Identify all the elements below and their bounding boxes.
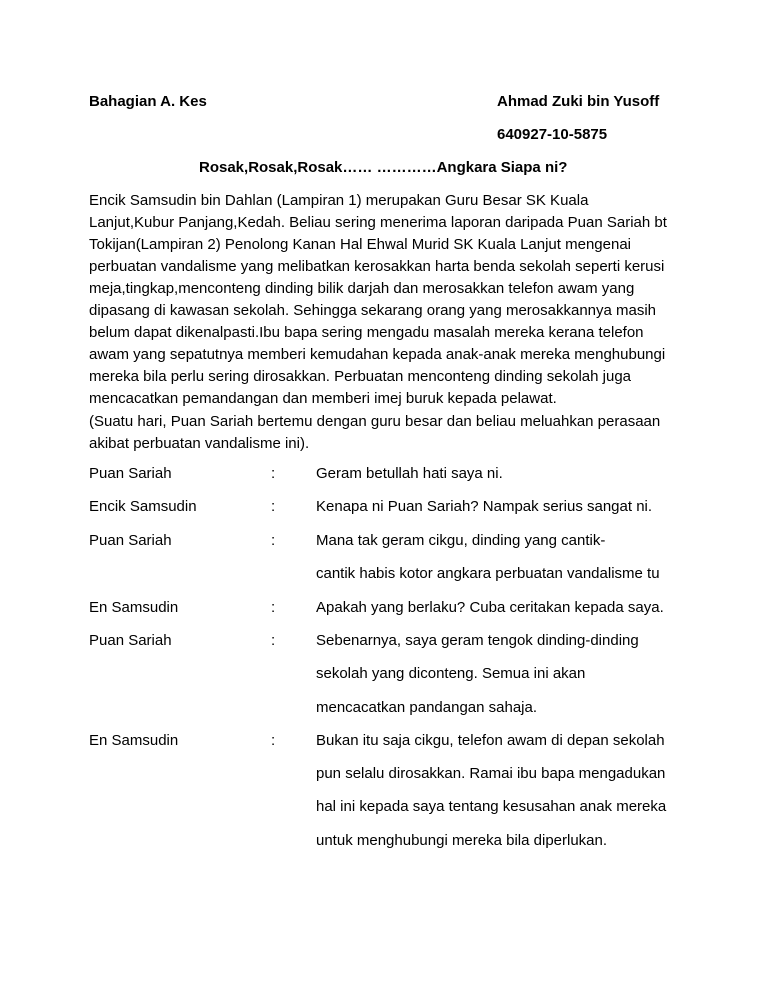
dialogue-row [89, 732, 709, 754]
colon: : [271, 632, 276, 649]
paragraph-line: mencacatkan pemandangan dan memberi imej buruk kepada pelawat. [89, 390, 557, 407]
dialogue-row [89, 498, 709, 520]
speaker-name: En Samsudin [89, 732, 179, 749]
paragraph-line: Encik Samsudin bin Dahlan (Lampiran 1) merupakan Guru Besar SK Kuala [89, 192, 589, 209]
dialogue-continuation: pun selalu dirosakkan. Ramai ibu bapa mengadukan [316, 765, 666, 782]
dialogue-row [89, 632, 709, 654]
dialogue-continuation: cantik habis kotor angkara perbuatan vandalisme tu [316, 565, 660, 582]
author-id-number: 640927-10-5875 [497, 126, 608, 143]
paragraph-line: awam yang sepatutnya memberi kemudahan kepada anak-anak mereka menghubungi [89, 346, 666, 363]
author-name: Ahmad Zuki bin Yusoff [497, 93, 660, 110]
paragraph-line: (Suatu hari, Puan Sariah bertemu dengan guru besar dan beliau meluahkan perasaan [89, 413, 661, 430]
dialogue-continuation: hal ini kepada saya tentang kesusahan anak mereka [316, 798, 667, 815]
dialogue-row [89, 599, 709, 621]
intro-paragraph [89, 190, 689, 410]
document-title: Rosak,Rosak,Rosak…… …………Angkara Siapa ni? [199, 159, 568, 176]
dialogue-line: Geram betullah hati saya ni. [316, 465, 503, 482]
dialogue-line: Bukan itu saja cikgu, telefon awam di depan sekolah [316, 732, 665, 749]
paragraph-line: Lanjut,Kubur Panjang,Kedah. Beliau sering menerima laporan daripada Puan Sariah bt [89, 214, 667, 231]
dialogue-line: Sebenarnya, saya geram tengok dinding-dinding [316, 632, 639, 649]
section-label: Bahagian A. Kes [89, 93, 207, 110]
paragraph-line: meja,tingkap,menconteng dinding bilik darjah dan merosakkan telefon awam yang [89, 280, 635, 297]
speaker-name: Puan Sariah [89, 532, 172, 549]
paragraph-line: perbuatan vandalisme yang melibatkan kerosakkan harta benda sekolah seperti kerusi [89, 258, 665, 275]
paragraph-line: Tokijan(Lampiran 2) Penolong Kanan Hal Ehwal Murid SK Kuala Lanjut mengenai [89, 236, 631, 253]
paragraph-line: akibat perbuatan vandalisme ini). [89, 435, 310, 452]
colon: : [271, 465, 276, 482]
dialogue-line: Mana tak geram cikgu, dinding yang cantik- [316, 532, 606, 549]
colon: : [271, 599, 276, 616]
dialogue-continuation: mencacatkan pandangan sahaja. [316, 699, 538, 716]
dialogue-line: Apakah yang berlaku? Cuba ceritakan kepada saya. [316, 599, 664, 616]
speaker-name: Puan Sariah [89, 465, 172, 482]
paragraph-line: belum dapat dikenalpasti.Ibu bapa sering mengadu masalah mereka kerana telefon [89, 324, 644, 341]
paragraph-line: dipasang di kawasan sekolah. Sehingga sekarang orang yang merosakkannya masih [89, 302, 657, 319]
dialogue-row [89, 532, 709, 554]
dialogue-row [89, 465, 709, 487]
dialogue-continuation: sekolah yang diconteng. Semua ini akan [316, 665, 586, 682]
paragraph-line: mereka bila perlu sering dirosakkan. Perbuatan menconteng dinding sekolah juga [89, 368, 632, 385]
colon: : [271, 532, 276, 549]
speaker-name: En Samsudin [89, 599, 179, 616]
speaker-name: Encik Samsudin [89, 498, 197, 515]
colon: : [271, 498, 276, 515]
dialogue-line: Kenapa ni Puan Sariah? Nampak serius sangat ni. [316, 498, 653, 515]
scene-paragraph [89, 411, 689, 455]
dialogue-continuation: untuk menghubungi mereka bila diperlukan. [316, 832, 608, 849]
speaker-name: Puan Sariah [89, 632, 172, 649]
colon: : [271, 732, 276, 749]
